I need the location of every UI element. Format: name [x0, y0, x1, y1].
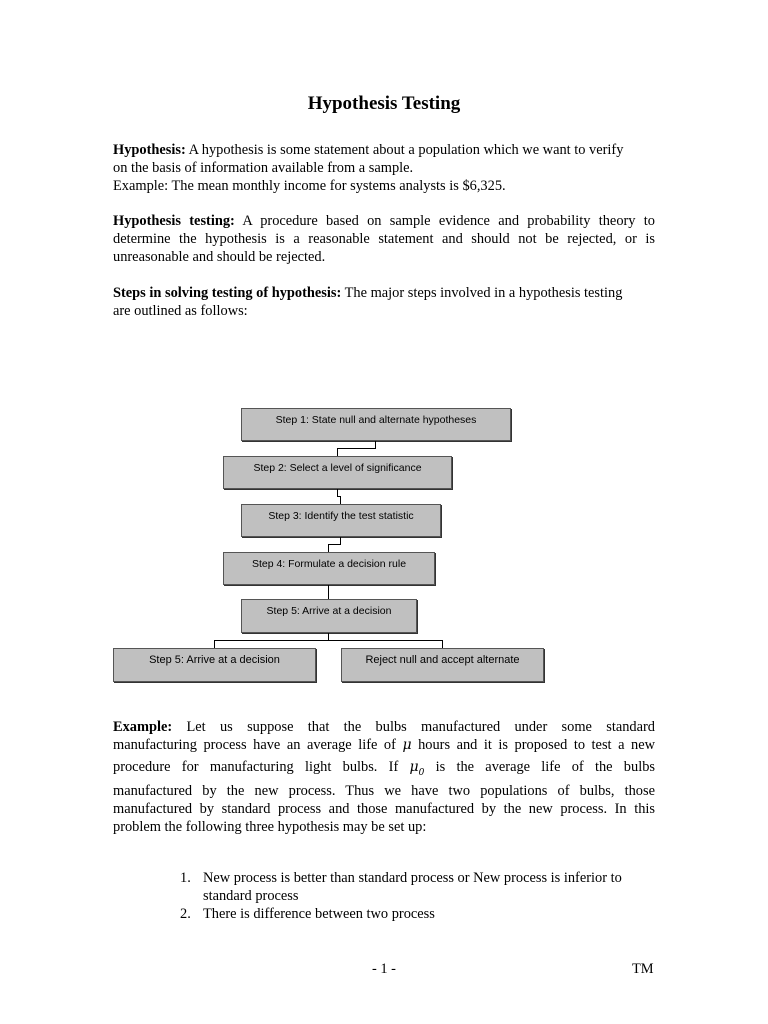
- connector-4: [328, 585, 329, 600]
- hypothesis-testing-text-3: unreasonable and should be rejected.: [113, 248, 326, 265]
- hypothesis-testing-text-1: A procedure based on sample evidence and probability theory to: [234, 213, 655, 229]
- list-item-text: New process is better than standard process or New process is inferior to standard process: [203, 870, 622, 904]
- mu-zero-symbol: [409, 758, 425, 778]
- connector-5b: [214, 640, 443, 641]
- connector-3a: [340, 537, 341, 544]
- list-item-number: 2.: [180, 906, 191, 922]
- list-item-text: There is difference between two process: [203, 906, 435, 922]
- mu-zero-base: μ: [409, 758, 419, 775]
- connector-3b: [328, 544, 341, 545]
- example-line-2a: manufacturing process have an average life of: [113, 737, 396, 754]
- example-line-5: manufactured by standard process and those manufactured by the new process. In this: [113, 800, 655, 817]
- steps-intro-label: Steps in solving testing of hypothesis:: [113, 285, 342, 301]
- flowchart-branch-right: Reject null and accept alternate: [341, 648, 544, 682]
- example-line-2b: hours and it is proposed to test a new: [418, 737, 655, 754]
- example-line-3a: procedure for manufacturing light bulbs. If: [113, 758, 399, 775]
- example-line-6: problem the following three hypothesis may be set up:: [113, 819, 427, 836]
- hypothesis-text-1: A hypothesis is some statement about a population which we want to verify: [185, 142, 624, 158]
- list-item-number: 1.: [180, 870, 191, 886]
- example-paragraph: [113, 718, 655, 837]
- flowchart-step-4: Step 4: Formulate a decision rule: [223, 552, 435, 585]
- example-line-4: manufactured by the new process. Thus we have two populations of bulbs, those: [113, 782, 655, 799]
- flowchart-step-2: Step 2: Select a level of significance: [223, 456, 452, 489]
- footer-mark: TM: [632, 961, 654, 977]
- example-line-1: Let us suppose that the bulbs manufactured under some standard: [172, 719, 655, 735]
- example-label: Example:: [113, 719, 173, 735]
- flowchart-step-3: Step 3: Identify the test statistic: [241, 504, 441, 537]
- mu-zero-subscript: 0: [418, 767, 425, 778]
- hypothesis-example: Example: The mean monthly income for systems analysts is $6,325.: [113, 177, 506, 194]
- hypothesis-testing-text-2: determine the hypothesis is a reasonable statement and should not be rejected, or is: [113, 230, 655, 247]
- hypothesis-text-2: on the basis of information available from a sample.: [113, 159, 414, 176]
- hypotheses-list: [180, 869, 650, 923]
- steps-intro-text-1: The major steps involved in a hypothesis testing: [341, 285, 623, 301]
- list-item: [180, 869, 650, 905]
- example-line-3b: is the average life of the bulbs: [435, 758, 655, 775]
- connector-2a: [337, 489, 338, 496]
- hypothesis-label: Hypothesis:: [113, 142, 186, 158]
- hypothesis-testing-paragraph: [113, 213, 655, 266]
- list-item: [180, 905, 650, 923]
- page-number: - 1 -: [372, 961, 396, 977]
- hypothesis-testing-label: Hypothesis testing:: [113, 213, 235, 229]
- steps-intro-text-2: are outlined as follows:: [113, 302, 248, 319]
- flowchart-branch-left: Step 5: Arrive at a decision: [113, 648, 316, 682]
- mu-symbol: μ: [402, 737, 412, 754]
- hypothesis-paragraph: [113, 142, 655, 195]
- flowchart-step-1: Step 1: State null and alternate hypotheses: [241, 408, 511, 441]
- page-title: Hypothesis Testing: [307, 93, 461, 114]
- steps-intro-paragraph: [113, 285, 655, 321]
- flowchart-step-5: Step 5: Arrive at a decision: [241, 599, 417, 633]
- connector-3c: [328, 544, 329, 552]
- connector-5a: [328, 633, 329, 640]
- connector-1b: [337, 448, 376, 449]
